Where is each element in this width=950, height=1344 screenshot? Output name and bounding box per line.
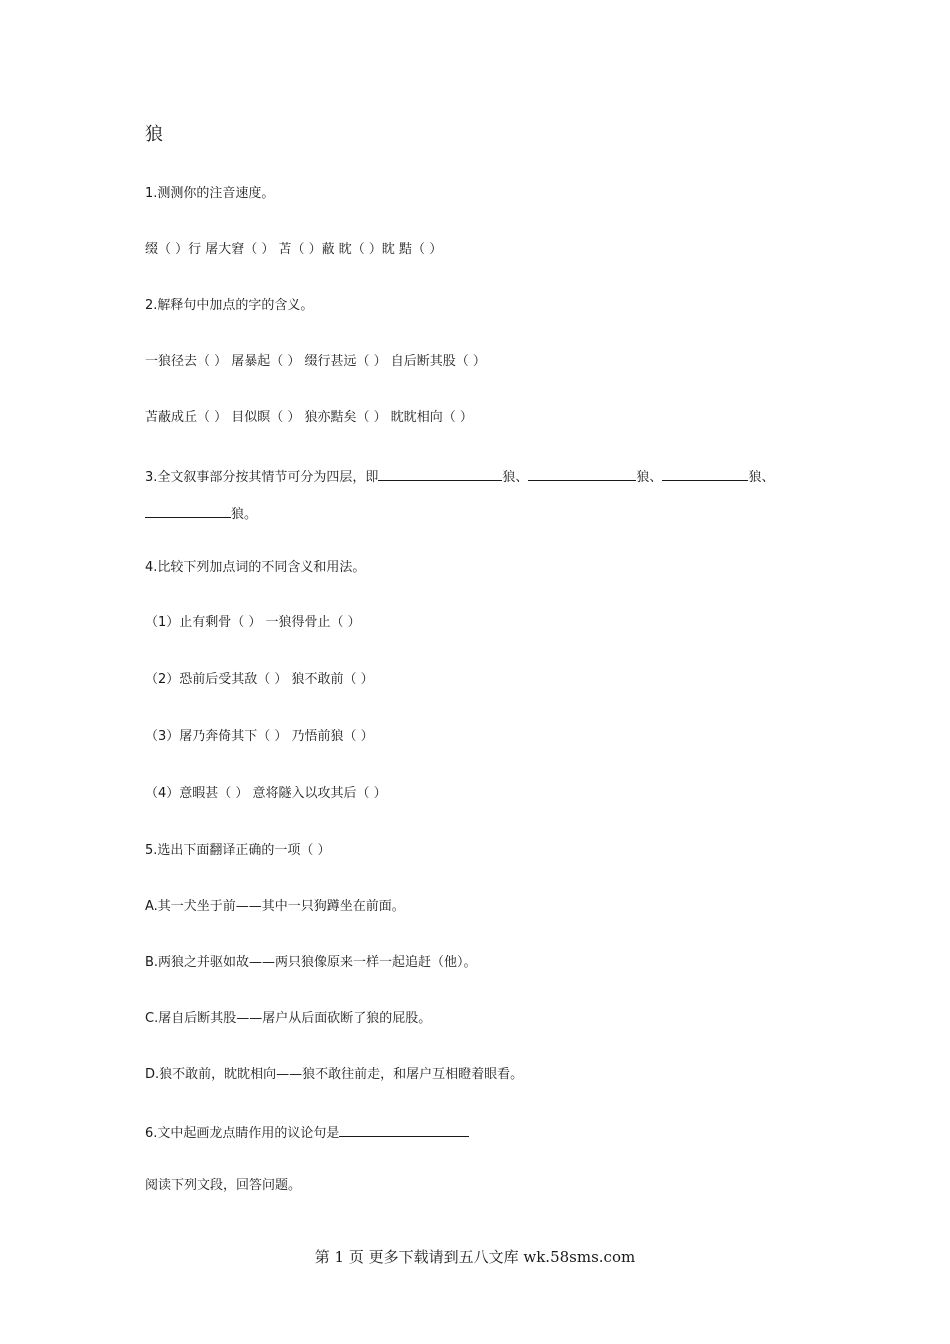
answer-blank[interactable] xyxy=(662,466,748,481)
answer-blank[interactable] xyxy=(378,466,502,481)
question-5-option-d: D.狼不敢前，眈眈相向——狼不敢往前走，和屠户互相瞪着眼看。 xyxy=(145,1067,524,1082)
question-4-item: （1）止有剩骨（ ） 一狼得骨止（ ） xyxy=(145,615,361,630)
blank-suffix: 狼、 xyxy=(748,470,775,485)
answer-blank[interactable] xyxy=(339,1122,469,1137)
question-5-option-c: C.屠自后断其股——屠户从后面砍断了狼的屁股。 xyxy=(145,1011,432,1026)
answer-blank[interactable] xyxy=(145,503,231,518)
question-5: 5.选出下面翻译正确的一项（ ） xyxy=(145,843,331,858)
answer-blank[interactable] xyxy=(528,466,636,481)
blank-suffix: 狼、 xyxy=(502,470,529,485)
question-3-continued xyxy=(145,503,257,524)
question-1: 1.测测你的注音速度。 xyxy=(145,186,275,201)
page-title: 狼 xyxy=(145,124,163,145)
question-4: 4.比较下列加点词的不同含义和用法。 xyxy=(145,560,366,575)
question-5-option-b: B.两狼之并驱如故——两只狼像原来一样一起追赶（他）。 xyxy=(145,955,477,970)
question-1-items: 缀（ ）行 屠大窘（ ） 苫（ ）蔽 眈（ ）眈 黠（ ） xyxy=(145,242,443,257)
question-6-text: 6.文中起画龙点睛作用的议论句是 xyxy=(145,1126,340,1141)
question-3-prefix: 3.全文叙事部分按其情节可分为四层，即 xyxy=(145,470,379,485)
question-2: 2.解释句中加点的字的含义。 xyxy=(145,298,314,313)
question-2-row-2: 苫蔽成丘（ ） 目似瞑（ ） 狼亦黠矣（ ） 眈眈相向（ ） xyxy=(145,410,473,425)
question-4-item: （3）屠乃奔倚其下（ ） 乃悟前狼（ ） xyxy=(145,729,374,744)
blank-suffix: 狼、 xyxy=(636,470,663,485)
question-5-option-a: A.其一犬坐于前——其中一只狗蹲坐在前面。 xyxy=(145,899,405,914)
question-4-item: （2）恐前后受其敌（ ） 狼不敢前（ ） xyxy=(145,672,374,687)
page-footer: 第 1 页 更多下载请到五八文库 wk.58sms.com xyxy=(314,1248,636,1266)
blank-suffix-last: 狼。 xyxy=(231,507,258,522)
question-4-item: （4）意暇甚（ ） 意将隧入以攻其后（ ） xyxy=(145,786,387,801)
question-3 xyxy=(145,466,774,487)
question-6 xyxy=(145,1122,469,1143)
question-2-row-1: 一狼径去（ ） 屠暴起（ ） 缀行甚远（ ） 自后断其股（ ） xyxy=(145,354,486,369)
reading-instruction: 阅读下列文段，回答问题。 xyxy=(145,1178,302,1193)
